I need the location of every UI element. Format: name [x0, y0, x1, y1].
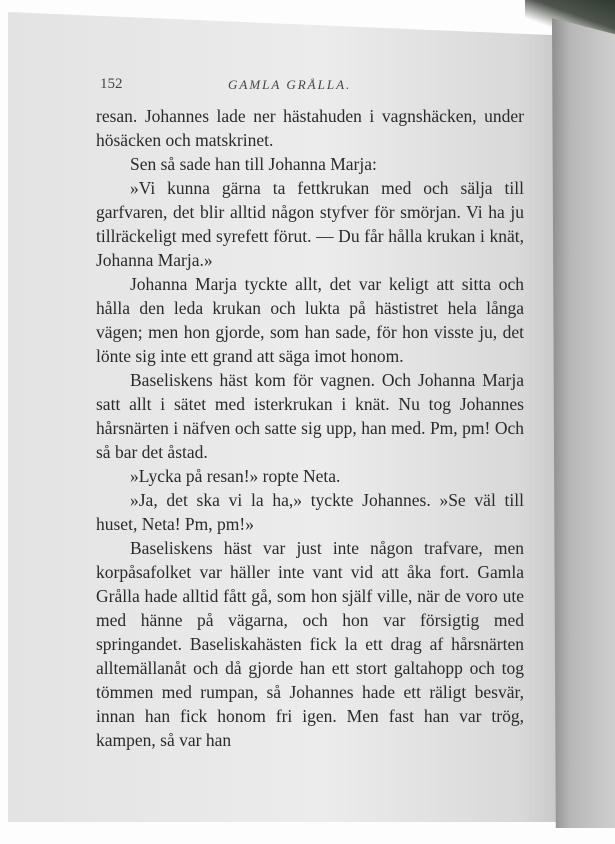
- page-gutter-edge: [552, 18, 615, 828]
- paragraph: Baseliskens häst var just inte någon trafvare, men korpåsafolket var häller inte vant vid att åka fort. Gamla Grålla hade alltid fått gå, som hon själf ville, när de voro ute med hänne på vägarna, och hon var försigtig med springandet. Baseliskahästen fick la ett drag af hårsnärten alltemällanåt och då gjorde han ett stort galtahopp och tog tömmen med rumpan, så Johannes hade ett räligt besvär, innan han fick honom fri igen. Men fast han var trög, kampen, så var han: [96, 538, 524, 750]
- paragraph: »Vi kunna gärna ta fettkrukan med och sälja till garfvaren, det blir alltid någon styfver för smörjan. Vi ha ju tillräckeligt med syrefett förut. — Du får hålla krukan i knät, Johanna Marja.»: [96, 178, 524, 270]
- paragraph: »Ja, det ska vi la ha,» tyckte Johannes. »Se väl till huset, Neta! Pm, pm!»: [96, 490, 524, 534]
- paragraph: resan. Johannes lade ner hästahuden i vagnshäcken, under hösäcken och matskrinet.: [96, 106, 524, 150]
- paragraph: Baseliskens häst kom för vagnen. Och Johanna Marja satt allt i sätet med isterkrukan i knät. Nu tog Johannes hårsnärten i näfven och satte sig upp, han med. Pm, pm! Och så bar det åstad.: [96, 370, 524, 462]
- page-number: 152: [100, 76, 123, 92]
- body-text: [96, 104, 524, 752]
- running-title: GAMLA GRÅLLA.: [228, 77, 352, 92]
- paragraph: Sen så sade han till Johanna Marja:: [130, 154, 377, 174]
- running-header: [100, 76, 520, 96]
- paragraph: Johanna Marja tyckte allt, det var keligt att sitta och hålla den leda krukan och lukta på hästistret hela långa vägen; men hon gjorde, som han sade, för hon visste ju, det lönte sig inte ett grand att säga imot honom.: [96, 274, 524, 366]
- paragraph: »Lycka på resan!» ropte Neta.: [130, 466, 341, 486]
